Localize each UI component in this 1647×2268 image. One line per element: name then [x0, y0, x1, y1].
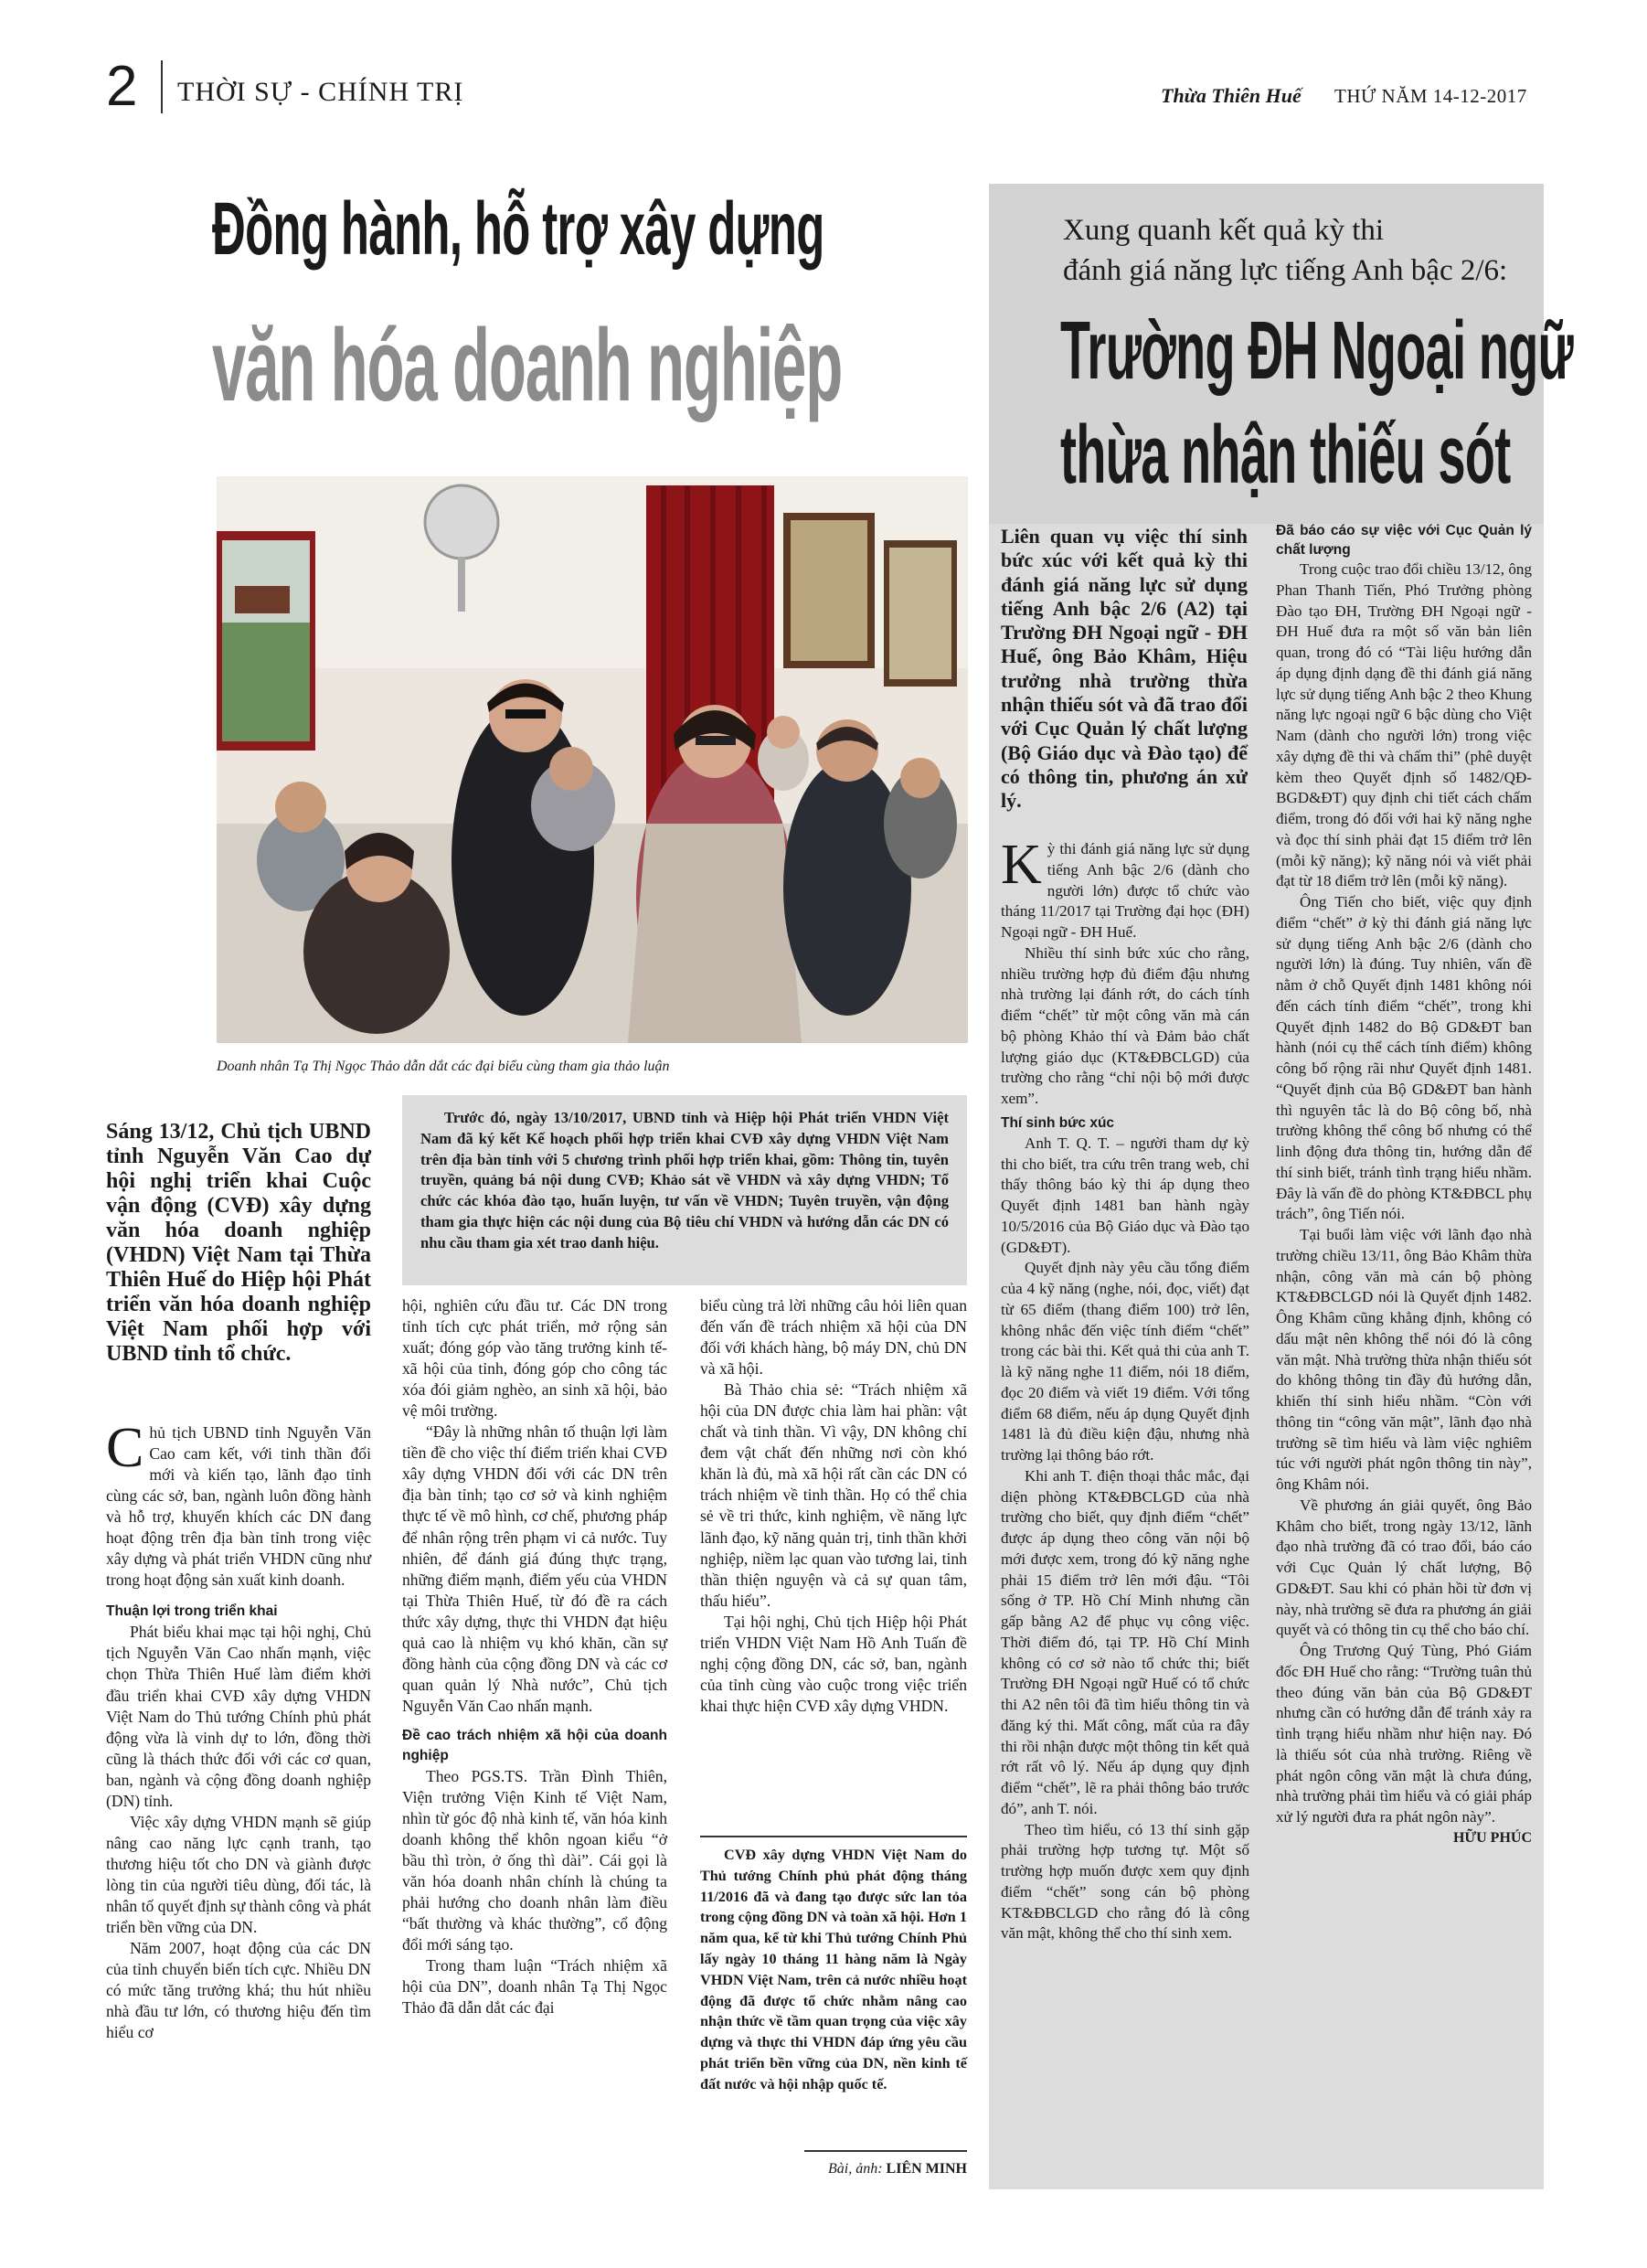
- paragraph: “Đây là những nhân tố thuận lợi làm tiền đề cho việc thí điểm triển khai CVĐ xây dựng VHDN đối với các DN trên địa bàn tỉnh; tạo cơ sở và kinh nghiệm thực tế về mô hình, cơ chế, phương pháp để nhân rộng trên phạm vi cả nước. Tuy nhiên, để đánh giá đúng thực trạng, những điểm mạnh, điểm yếu của VHDN tại Thừa Thiên Huế, từ đó đề ra cách thức xây dựng, thực thi VHDN đạt hiệu quả cao là nhiệm vụ khó khăn, cần sự đồng hành của cộng đồng DN và các cơ quan quản lý Nhà nước”, Chủ tịch Nguyễn Văn Cao nhấn mạnh.: [402, 1422, 667, 1715]
- subheading: Thí sinh bức xúc: [1001, 1114, 1115, 1131]
- paragraph: Anh T. Q. T. – người tham dự kỳ thi cho biết, tra cứu trên trang web, chỉ thấy thông báo kỳ thi áp dụng theo Quyết định 1481 ban hành ngày 10/5/2016 của Bộ Giáo dục và Đào tạo (GD&ĐT).: [1001, 1134, 1249, 1256]
- paragraph: Tại buổi làm việc với lãnh đạo nhà trường chiều 13/11, ông Bảo Khâm thừa nhận, công văn mà cán bộ phòng KT&ĐBCLGD nói là Quyết định 1482. Ông Khâm cũng khẳng định, không có dấu mật nên không thể nói đó là công văn mật. Nhà trường thừa nhận thiếu sót do không thông tin đầy đủ hướng dẫn, khiến thí sinh hiểu nhầm. “Còn với thông tin “công văn mật”, lãnh đạo nhà trường sẽ tìm hiểu và làm việc nghiêm túc với người phát ngôn thông tin này”, ông Khâm nói.: [1276, 1226, 1532, 1493]
- byline-label: Bài, ảnh:: [828, 2161, 883, 2177]
- campaign-box: [700, 1845, 967, 2095]
- meeting-photo-illustration: [217, 476, 968, 1043]
- paragraph: Trong cuộc trao đổi chiều 13/12, ông Phan Thanh Tiến, Phó Trưởng phòng Đào tạo ĐH, Trường ĐH Ngoại ngữ - ĐH Huế đưa ra một số văn bản liên quan, trong đó có “Tài liệu hướng dẫn áp dụng định dạng đề thi đánh giá năng lực sử dụng tiếng Anh bậc 2 theo Khung năng lực ngoại ngữ 6 bậc dùng cho Việt Nam (dành cho người lớn) trong việc xây dựng đề thi và chấm thi” (phê duyệt kèm theo Quyết định số 1482/QĐ-BGD&ĐT) quy định chi tiết cách chấm điểm, trong đó đối với hai kỹ năng nghe và đọc thí sinh phải đạt 15 điểm trở lên (mỗi kỹ năng); kỹ năng nói và viết phải đạt từ 18 điểm trở lên (mỗi kỹ năng).: [1276, 560, 1532, 890]
- subheading: Đã báo cáo sự việc với Cục Quản lý chất lượng: [1276, 523, 1532, 558]
- paragraph: Khi anh T. điện thoại thắc mắc, đại diện phòng KT&ĐBCLGD của nhà trường cho biết, quy định điểm “chết” được áp dụng theo công văn nội bộ mới được xem, trong đó kỹ năng nghe phải 15 điểm trở lên mới đậu. “Tôi sống ở TP. Hồ Chí Minh nhưng cần gấp bằng A2 để phục vụ công việc. Thời điểm đó, tại TP. Hồ Chí Minh không có cơ sở nào tổ chức thi; biết Trường ĐH Ngoại ngữ Huế có tổ chức thi A2 nên tôi đã tìm hiểu thông tin và đăng ký thi. Mất công, mất của ra đây thi rồi nhận được một thông tin kết quả rớt rất vô lý. Nếu áp dụng quy định điểm “chết”, lẽ ra phải thông báo trước đó”, anh T. nói.: [1001, 1466, 1249, 1817]
- article1-column-3: [700, 1295, 967, 1717]
- article2-byline: HỮU PHÚC: [1452, 1829, 1532, 1846]
- box-divider-bottom: [804, 2150, 967, 2152]
- article1-column-2: [402, 1295, 667, 2019]
- article1-byline: [700, 2161, 967, 2177]
- paragraph: ỳ thi đánh giá năng lực sử dụng tiếng Anh bậc 2/6 (dành cho người lớn) được tổ chức vào tháng 11/2017 tại Trường đại học (ĐH) Ngoại ngữ - ĐH Huế.: [1001, 840, 1249, 941]
- campaign-box-text: CVĐ xây dựng VHDN Việt Nam do Thủ tướng Chính phủ phát động tháng 11/2016 đã và đang tạo được sức lan tỏa trong cộng đồng DN và toàn xã hội. Hơn 1 năm qua, kể từ khi Thủ tướng Chính Phủ lấy ngày 10 tháng 11 hàng năm là Ngày VHDN Việt Nam, trên cả nước nhiều hoạt động đã được tổ chức nhằm nâng cao nhận thức về tầm quan trọng của việc xây dựng và thực thi VHDN đáp ứng yêu cầu phát triển bền vững của DN, nền kinh tế đất nước và hội nhập quốc tế.: [700, 1847, 967, 2092]
- photo-caption: Doanh nhân Tạ Thị Ngọc Thảo dẫn dắt các đại biểu cùng tham gia thảo luận: [217, 1059, 670, 1074]
- article2-lead: Liên quan vụ việc thí sinh bức xúc với kết quả kỳ thi đánh giá năng lực sử dụng tiếng Anh bậc 2/6 (A2) tại Trường ĐH Ngoại ngữ - ĐH Huế, ông Bảo Khâm, Hiệu trưởng nhà trường thừa nhận thiếu sót và đã trao đổi với Cục Quản lý chất lượng (Bộ Giáo dục và Đào tạo) để có thông tin, phương án xử lý.: [1001, 525, 1248, 813]
- page-number: 2: [106, 55, 138, 118]
- article2-column-1: [1001, 834, 1249, 1944]
- paragraph: Theo tìm hiểu, có 13 thí sinh gặp phải trường hợp tương tự. Một số trường hợp muốn được xem quy định điểm “chết” song cán bộ phòng KT&ĐBCLGD cho rằng đó là công văn mật, không thể cho thí sinh xem.: [1001, 1820, 1249, 1943]
- issue-date: THỨ NĂM 14-12-2017: [1334, 85, 1527, 107]
- box-divider-top: [700, 1836, 967, 1837]
- article-photo: [217, 476, 968, 1043]
- article-lead: Sáng 13/12, Chủ tịch UBND tỉnh Nguyễn Văn Cao dự hội nghị triển khai Cuộc vận động (CVĐ) xây dựng văn hóa doanh nghiệp (VHDN) Việt Nam tại Thừa Thiên Huế do Hiệp hội Phát triển văn hóa doanh nghiệp Việt Nam phối hợp với UBND tỉnh tổ chức.: [106, 1120, 371, 1366]
- paragraph: Ông Tiến cho biết, việc quy định điểm “chết” ở kỳ thi đánh giá năng lực sử dụng tiếng Anh bậc 2/6 (dành cho người lớn) là đúng. Tuy nhiên, vấn đề nằm ở chỗ Quyết định 1481 không nói đến cách tính điểm “chết”, trong khi Quyết định 1482 do Bộ GD&ĐT ban hành (nói cụ thể cách tính điểm) không công bố rộng rãi như Quyết định 1481. “Quyết định của Bộ GD&ĐT ban hành thì nguyên tắc là do Bộ công bố, nhà trường không thể công bố nhưng có thể linh động đưa thông tin, hướng dẫn để thí sinh biết, tránh tình trạng hiểu nhầm. Đây là vấn đề do phòng KT&ĐBCL phụ trách”, ông Tiến nói.: [1276, 893, 1532, 1223]
- paragraph: Năm 2007, hoạt động của các DN của tỉnh chuyển biến tích cực. Nhiều DN có mức tăng trưởng khá; thu hút nhiều nhà đầu tư lớn, có thương hiệu đến tìm hiểu cơ: [106, 1939, 371, 2042]
- paragraph: Trong tham luận “Trách nhiệm xã hội của DN”, doanh nhân Tạ Thị Ngọc Thảo đã dẫn dắt các đại: [402, 1956, 667, 2018]
- kicker-line2: đánh giá năng lực tiếng Anh bậc 2/6:: [1063, 254, 1508, 287]
- headline-line1: Đồng hành, hỗ trợ xây dựng: [212, 187, 824, 271]
- paragraph: Theo PGS.TS. Trần Đình Thiên, Viện trưởng Viện Kinh tế Việt Nam, nhìn từ góc độ nhà kinh tế, văn hóa kinh doanh không thể khôn ngoan kiểu “ở bầu thì tròn, ở ống thì dài”. Cái gọi là văn hóa doanh nhân chính là chúng ta phải hướng cho doanh nhân làm điều “bất thường và khác thường”, cổ động đổi mới sáng tạo.: [402, 1766, 667, 1954]
- paragraph: Nhiều thí sinh bức xúc cho rằng, nhiều trường hợp đủ điểm đậu nhưng nhà trường lại đánh rớt, do cách tính điểm “chết” từ một công văn mà cán bộ phòng Khảo thí và Đảm bảo chất lượng giáo dục (KT&ĐBCLGD) của trường cho rằng “chỉ nội bộ mới được xem”.: [1001, 943, 1249, 1107]
- kicker-line1: Xung quanh kết quả kỳ thi: [1063, 214, 1385, 247]
- byline-author: LIÊN MINH: [886, 2161, 967, 2177]
- paragraph: Việc xây dựng VHDN mạnh sẽ giúp nâng cao năng lực cạnh tranh, tạo thương hiệu tốt cho DN và giành được lòng tin của người tiêu dùng, đối tác, là nhân tố quyết định sự thành công và phát triển bền vững của DN.: [106, 1812, 372, 1937]
- newspaper-name: Thừa Thiên Huế: [1161, 84, 1302, 107]
- intro-box: [402, 1095, 967, 1285]
- paragraph: Tại hội nghị, Chủ tịch Hiệp hội Phát triển VHDN Việt Nam Hồ Anh Tuấn đề nghị cộng đồng DN, các sở, ban, ngành của tỉnh cùng vào cuộc trong việc triển khai thực hiện CVĐ xây dựng VHDN.: [700, 1612, 967, 1715]
- subheading: Đề cao trách nhiệm xã hội của doanh nghiệp: [402, 1727, 667, 1763]
- paragraph: hủ tịch UBND tỉnh Nguyễn Văn Cao cam kết, với tinh thần đổi mới và kiến tạo, lãnh đạo tỉnh cùng các sở, ban, ngành luôn đồng hành và hỗ trợ, khuyến khích các DN đang hoạt động trên địa bàn tỉnh trong việc xây dựng và phát triển VHDN cũng như trong hoạt động sản xuất kinh doanh.: [106, 1423, 371, 1590]
- section-title: THỜI SỰ - CHÍNH TRỊ: [177, 77, 464, 107]
- dropcap-letter: K: [1001, 834, 1042, 896]
- paragraph: Quyết định này yêu cầu tổng điểm của 4 kỹ năng (nghe, nói, đọc, viết) đạt từ 65 điểm (thang điểm 100) trở lên, không nhắc đến việc tính điểm “chết” trong các bài thi. Kết quả thi của anh T. là kỹ năng nghe 11 điểm, nói 18 điểm, đọc 20 điểm và viết 19 điểm. Với tổng điểm 68 điểm, nếu áp dụng Quyết định 1481 là đủ điều kiện đậu, nhưng nhà trường lại thông báo rớt.: [1001, 1259, 1249, 1464]
- header-separator: [161, 60, 163, 113]
- article2-headline-line1: Trường ĐH Ngoại ngữ: [1060, 305, 1574, 397]
- paragraph: hội, nghiên cứu đầu tư. Các DN trong tỉnh tích cực phát triển, mở rộng sản xuất; đóng góp vào tăng trưởng kinh tế- xã hội của tỉnh, đóng góp cho công tác xóa đói giảm nghèo, an sinh xã hội, bảo vệ môi trường.: [402, 1296, 667, 1421]
- dropcap-letter: C: [106, 1417, 144, 1479]
- paragraph: Về phương án giải quyết, ông Bảo Khâm cho biết, trong ngày 13/12, lãnh đạo nhà trường đã có trao đổi, báo cáo với Cục Quản lý chất lượng, Bộ GD&ĐT. Sau khi có phản hồi từ đơn vị này, nhà trường sẽ đưa ra phương án giải quyết và có thông tin cụ thể cho báo chí.: [1276, 1496, 1532, 1639]
- subheading: Thuận lợi trong triển khai: [106, 1603, 278, 1620]
- article1-column-1: [106, 1417, 372, 2043]
- paragraph: biểu cùng trả lời những câu hỏi liên quan đến vấn đề trách nhiệm xã hội của DN đối với khách hàng, bộ máy DN, chủ DN và xã hội.: [700, 1296, 967, 1379]
- headline-line2: văn hóa doanh nghiệp: [212, 308, 843, 422]
- article2-column-2: [1276, 521, 1532, 1849]
- paragraph: Phát biểu khai mạc tại hội nghị, Chủ tịch Nguyễn Văn Cao nhấn mạnh, việc chọn Thừa Thiên Huế làm điểm khởi đầu triển khai CVĐ xây dựng VHDN Việt Nam do Thủ tướng Chính phủ phát động vừa là vinh dự to lớn, đồng thời cũng là thách thức đối với các cơ quan, ban, ngành và cộng đồng doanh nghiệp (DN) tỉnh.: [106, 1623, 371, 1810]
- article2-headline-line2: thừa nhận thiếu sót: [1060, 410, 1511, 501]
- intro-box-text: Trước đó, ngày 13/10/2017, UBND tỉnh và Hiệp hội Phát triển VHDN Việt Nam đã ký kết Kế hoạch phối hợp triển khai CVĐ xây dựng VHDN Việt Nam trên địa bàn tỉnh với 5 chương trình phối hợp triển khai, gồm: Thông tin, tuyên truyền, quảng bá nội dung CVĐ; Khảo sát về VHDN và xây dựng VHDN; Tổ chức các khóa đào tạo, huấn luyện, tư vấn về VHDN; Tuyên truyền, vận động tham gia thực hiện các nội dung của Bộ tiêu chí VHDN và hướng dẫn các DN có nhu cầu tham gia xét trao danh hiệu.: [420, 1109, 949, 1251]
- paragraph: Bà Thảo chia sẻ: “Trách nhiệm xã hội của DN được chia làm hai phần: vật chất và tinh thần. Vì vậy, DN không chỉ đem vật chất đến những nơi còn khó khăn là đủ, mà xã hội rất cần các DN có trách nhiệm về tinh thần. Họ có thể chia sẻ về tri thức, kinh nghiệm, về năng lực lãnh đạo, kỹ năng quản trị, tinh thần khởi nghiệp, niềm lạc quan vào tương lai, tinh thần thiện nguyện và cả sự quan tâm, thấu hiểu”.: [700, 1380, 967, 1610]
- paragraph: Ông Trương Quý Tùng, Phó Giám đốc ĐH Huế cho rằng: “Trường tuân thủ theo đúng văn bản của Bộ GD&ĐT nhưng cần có hướng dẫn để tránh xảy ra tình trạng hiểu nhầm như hiện nay. Đó là thiếu sót của nhà trường. Riêng về phát ngôn công văn mật là chưa đúng, nhà trường phải tìm hiểu và có giải pháp xử lý người đưa ra phát ngôn này”.: [1276, 1642, 1532, 1826]
